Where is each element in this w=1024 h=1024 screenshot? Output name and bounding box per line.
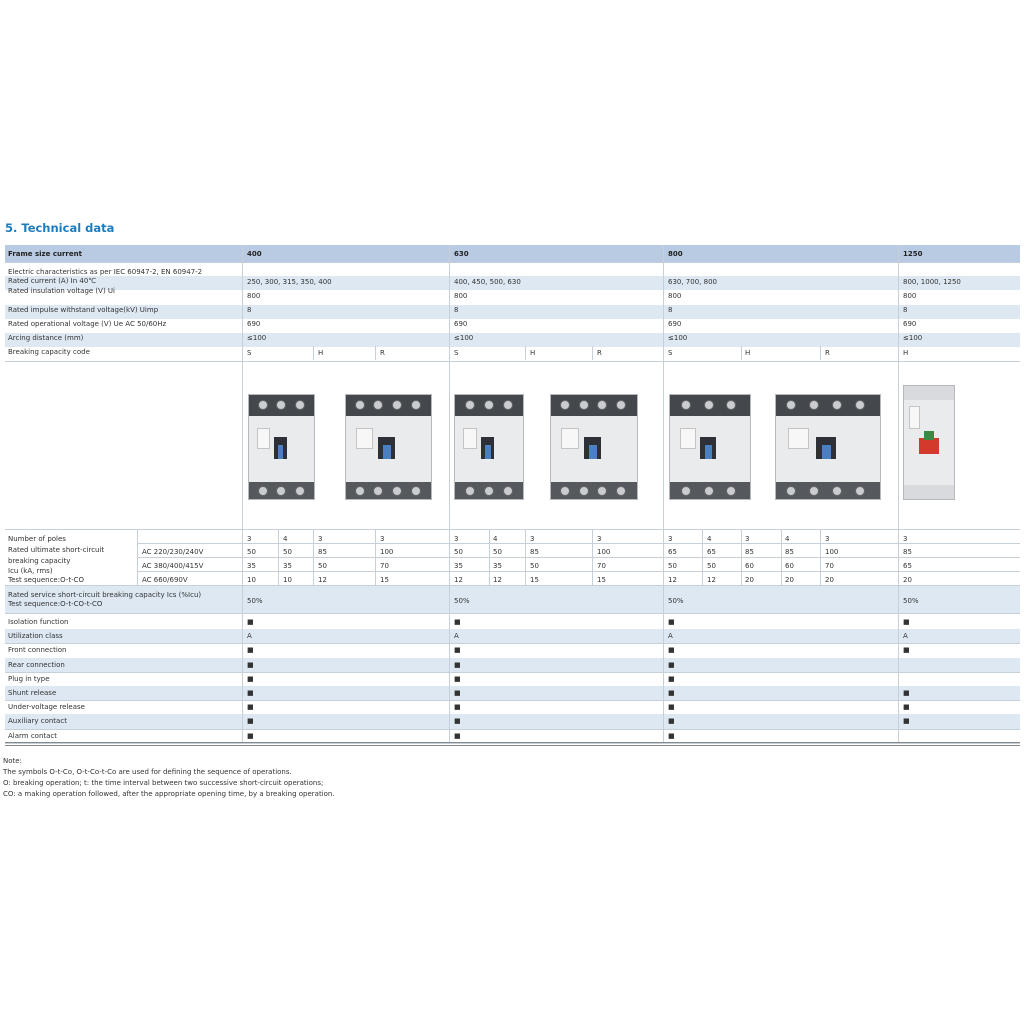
grid-800-r2-c1: 50 (707, 562, 716, 570)
technical-data-table (5, 245, 1020, 745)
feature-value: ■ (903, 646, 910, 655)
feature-value: ■ (247, 646, 254, 655)
arcing-1250: ≤100 (903, 334, 923, 342)
feature-value: ■ (454, 731, 461, 740)
row-label-arcing: Arcing distance (mm) (8, 334, 84, 342)
grid-800-r2-c2: 60 (745, 562, 754, 570)
grid-630-r3-c0: 12 (454, 576, 463, 584)
impulse-630: 8 (454, 306, 459, 314)
grid-800-r3-c4: 20 (825, 576, 834, 584)
service-400: 50% (247, 597, 263, 605)
arcing-800: ≤100 (668, 334, 688, 342)
service-1250: 50% (903, 597, 919, 605)
feature-value: ■ (454, 674, 461, 683)
feature-value: ■ (903, 703, 910, 712)
voltage-220: AC 220/230/240V (142, 548, 204, 556)
current-1250: 800, 1000, 1250 (903, 278, 961, 286)
grid-1250-r0: 3 (903, 535, 908, 543)
feature-value: ■ (247, 618, 254, 626)
grid-400-r3-c1: 10 (283, 576, 292, 584)
insulation-400: 800 (247, 292, 261, 300)
feature-value: A (668, 632, 673, 641)
row-divider (5, 729, 1020, 730)
note-line: CO: a making operation followed, after the appropriate opening time, by a breaking operation. (3, 790, 335, 798)
breaker-image-400-4p (345, 394, 432, 500)
voltage-660: AC 660/690V (142, 576, 188, 584)
code-630-r: R (597, 349, 602, 357)
feature-value: A (454, 632, 459, 641)
voltage-380: AC 380/400/415V (142, 562, 204, 570)
grid-630-r0-c0: 3 (454, 535, 459, 543)
feature-value: ■ (247, 660, 254, 669)
feature-label: Alarm contact (8, 731, 58, 740)
code-400-r: R (380, 349, 385, 357)
operational-1250: 690 (903, 320, 917, 328)
row-divider (5, 672, 1020, 673)
grid-630-r1-c1: 50 (493, 548, 502, 556)
grid-630-r2-c3: 70 (597, 562, 606, 570)
current-630: 400, 450, 500, 630 (454, 278, 521, 286)
grid-630-r2-c1: 35 (493, 562, 502, 570)
grid-400-r0-c0: 3 (247, 535, 252, 543)
arcing-400: ≤100 (247, 334, 267, 342)
row-label-poles: Number of poles (8, 535, 66, 543)
grid-400-r0-c3: 3 (380, 535, 385, 543)
row-label-rated-current: Rated current (A) In 40℃ (8, 277, 97, 285)
code-1250-h: H (903, 349, 909, 357)
note-line: O: breaking operation; t: the time interval between two successive short-circuit operations; (3, 779, 324, 787)
note-line: The symbols O-t-Co, O-t-Co-t-Co are used for defining the sequence of operations. (3, 768, 292, 776)
grid-800-r0-c2: 3 (745, 535, 750, 543)
grid-800-r1-c3: 85 (785, 548, 794, 556)
impulse-800: 8 (668, 306, 673, 314)
operational-630: 690 (454, 320, 468, 328)
operational-400: 690 (247, 320, 261, 328)
grid-800-r2-c3: 60 (785, 562, 794, 570)
breaker-image-800-4p (775, 394, 881, 500)
row-label-service-1: Rated service short-circuit breaking capacity Ics (%Icu) (8, 591, 202, 599)
grid-400-r2-c3: 70 (380, 562, 389, 570)
row-band (5, 714, 1020, 728)
code-800-s: S (668, 349, 673, 357)
row-label-ultimate-1: Rated ultimate short-circuit (8, 546, 105, 554)
feature-label: Plug in type (8, 674, 50, 683)
current-400: 250, 300, 315, 350, 400 (247, 278, 332, 286)
service-800: 50% (668, 597, 684, 605)
grid-630-r3-c3: 15 (597, 576, 606, 584)
feature-value: ■ (668, 646, 675, 655)
grid-800-r3-c3: 20 (785, 576, 794, 584)
row-label-impulse: Rated impulse withstand voltage(kV) Uimp (8, 306, 159, 314)
feature-value: ■ (903, 618, 910, 626)
feature-value: ■ (247, 674, 254, 683)
insulation-630: 800 (454, 292, 468, 300)
header-630: 630 (454, 250, 469, 258)
feature-label: Utilization class (8, 632, 63, 641)
row-band (5, 658, 1020, 672)
feature-label: Rear connection (8, 660, 65, 669)
grid-800-r2-c4: 70 (825, 562, 834, 570)
grid-1250-r1: 85 (903, 548, 912, 556)
grid-630-r1-c0: 50 (454, 548, 463, 556)
row-label-operational: Rated operational voltage (V) Ue AC 50/60Hz (8, 320, 167, 328)
feature-value: ■ (247, 731, 254, 740)
row-label-electric: Electric characteristics as per IEC 60947-2, EN 60947-2 (8, 268, 203, 276)
header-400: 400 (247, 250, 262, 258)
grid-630-r1-c2: 85 (530, 548, 539, 556)
grid-800-r3-c0: 12 (668, 576, 677, 584)
row-label-ultimate-2: breaking capacity (8, 557, 71, 565)
grid-400-r2-c0: 35 (247, 562, 256, 570)
grid-800-r0-c4: 3 (825, 535, 830, 543)
grid-400-r3-c0: 10 (247, 576, 256, 584)
breaker-image-1250 (903, 385, 955, 500)
impulse-1250: 8 (903, 306, 908, 314)
grid-800-r0-c0: 3 (668, 535, 673, 543)
grid-800-r0-c3: 4 (785, 535, 790, 543)
feature-value: ■ (454, 660, 461, 669)
grid-1250-r3: 20 (903, 576, 912, 584)
code-630-h: H (530, 349, 536, 357)
grid-1250-r2: 65 (903, 562, 912, 570)
grid-800-r1-c4: 100 (825, 548, 839, 556)
row-band (5, 629, 1020, 643)
row-label-ultimate-4: Test sequence:O-t-CO (8, 576, 84, 584)
breaker-image-400-3p (248, 394, 315, 500)
arcing-630: ≤100 (454, 334, 474, 342)
feature-label: Under-voltage release (8, 703, 85, 712)
grid-630-r3-c1: 12 (493, 576, 502, 584)
grid-630-r0-c1: 4 (493, 535, 498, 543)
feature-value: ■ (454, 618, 461, 626)
row-band (5, 686, 1020, 700)
row-divider (5, 700, 1020, 701)
header-1250: 1250 (903, 250, 923, 258)
row-label-ultimate-3: Icu (kA, rms) (8, 567, 53, 575)
grid-400-r1-c2: 85 (318, 548, 327, 556)
grid-800-r1-c1: 65 (707, 548, 716, 556)
row-label-insulation: Rated insulation voltage (V) Ui (8, 287, 115, 295)
feature-value: ■ (668, 674, 675, 683)
notes (3, 756, 335, 800)
feature-value: ■ (454, 717, 461, 726)
feature-value: A (247, 632, 252, 641)
grid-630-r2-c0: 35 (454, 562, 463, 570)
code-800-r: R (825, 349, 830, 357)
grid-800-r1-c0: 65 (668, 548, 677, 556)
header-800: 800 (668, 250, 683, 258)
grid-800-r1-c2: 85 (745, 548, 754, 556)
code-800-h: H (745, 349, 751, 357)
feature-value: ■ (247, 703, 254, 712)
feature-value: ■ (454, 689, 461, 697)
insulation-1250: 800 (903, 292, 917, 300)
feature-value: ■ (903, 717, 910, 726)
feature-value: ■ (454, 703, 461, 712)
feature-value: ■ (668, 660, 675, 669)
grid-800-r2-c0: 50 (668, 562, 677, 570)
impulse-400: 8 (247, 306, 252, 314)
grid-630-r3-c2: 15 (530, 576, 539, 584)
grid-630-r1-c3: 100 (597, 548, 611, 556)
row-label-breaking-code: Breaking capacity code (8, 348, 90, 356)
feature-value: ■ (668, 618, 675, 626)
grid-800-r0-c1: 4 (707, 535, 712, 543)
row-divider (5, 643, 1020, 644)
header-frame-size: Frame size current (8, 250, 82, 258)
feature-value: ■ (668, 703, 675, 712)
code-400-h: H (318, 349, 324, 357)
feature-value: ■ (668, 731, 675, 740)
section-heading: 5. Technical data (5, 221, 115, 235)
feature-label: Auxiliary contact (8, 717, 67, 726)
code-400-s: S (247, 349, 252, 357)
grid-630-r0-c3: 3 (597, 535, 602, 543)
feature-value: ■ (247, 717, 254, 726)
grid-400-r1-c0: 50 (247, 548, 256, 556)
grid-630-r0-c2: 3 (530, 535, 535, 543)
feature-value: ■ (903, 689, 910, 697)
operational-800: 690 (668, 320, 682, 328)
grid-400-r1-c1: 50 (283, 548, 292, 556)
grid-400-r3-c3: 15 (380, 576, 389, 584)
note-title: Note: (3, 757, 22, 765)
grid-800-r3-c1: 12 (707, 576, 716, 584)
feature-value: ■ (454, 646, 461, 655)
grid-800-r3-c2: 20 (745, 576, 754, 584)
breaker-image-630-4p (550, 394, 638, 500)
grid-400-r3-c2: 12 (318, 576, 327, 584)
grid-400-r1-c3: 100 (380, 548, 394, 556)
feature-value: ■ (668, 689, 675, 697)
feature-label: Shunt release (8, 689, 57, 697)
row-label-service-2: Test sequence:O-t-CO-t-CO (8, 600, 103, 608)
grid-400-r2-c2: 50 (318, 562, 327, 570)
feature-value: ■ (668, 717, 675, 726)
grid-400-r0-c1: 4 (283, 535, 288, 543)
grid-400-r2-c1: 35 (283, 562, 292, 570)
service-630: 50% (454, 597, 470, 605)
grid-400-r0-c2: 3 (318, 535, 323, 543)
current-800: 630, 700, 800 (668, 278, 717, 286)
breaker-image-630-3p (454, 394, 524, 500)
feature-value: A (903, 632, 908, 641)
code-630-s: S (454, 349, 459, 357)
table-header-bar (5, 245, 1020, 262)
insulation-800: 800 (668, 292, 682, 300)
row-band (5, 333, 1020, 347)
feature-label: Front connection (8, 646, 67, 655)
feature-value: ■ (247, 689, 254, 697)
feature-label: Isolation function (8, 618, 69, 626)
breaker-image-800-3p (669, 394, 751, 500)
grid-630-r2-c2: 50 (530, 562, 539, 570)
